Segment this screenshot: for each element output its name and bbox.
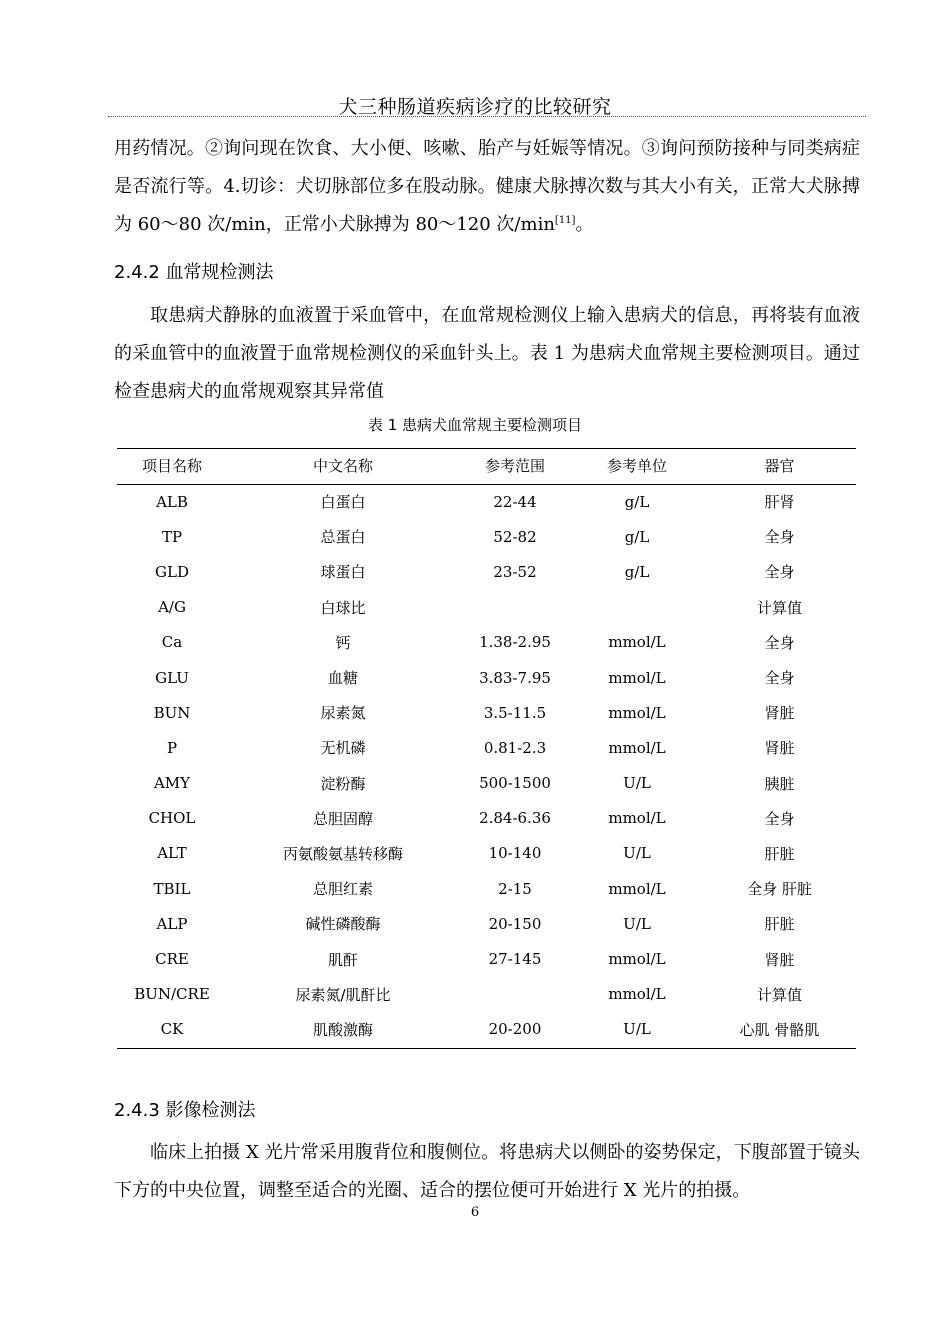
table-row	[117, 941, 856, 976]
cell-chinese-name: 碱性磷酸酶	[305, 915, 381, 934]
imaging-paragraph: 临床上拍摄 X 光片常采用腹背位和腹侧位。将患病犬以侧卧的姿势保定，下腹部置于镜头下方的中央位置，调整至适合的光圈、适合的摆位便可开始进行 X 光片的拍摄。	[114, 1142, 860, 1201]
cell-item-code: Ca	[161, 633, 183, 652]
intro-text-end: 。	[575, 214, 594, 235]
cell-reference-range: 52-82	[493, 527, 537, 546]
cell-chinese-name: 总蛋白	[320, 528, 366, 547]
cell-item-code: ALP	[156, 914, 188, 933]
header-divider	[108, 116, 866, 117]
table-row	[117, 590, 856, 625]
cell-organ: 全身	[764, 528, 795, 547]
cell-item-code: A/G	[158, 598, 186, 617]
cell-unit: mmol/L	[608, 633, 666, 652]
cell-reference-range: 2-15	[498, 879, 532, 898]
citation-marker: [11]	[554, 215, 576, 226]
table-row	[117, 836, 856, 871]
cell-unit: U/L	[623, 774, 651, 793]
cell-unit: mmol/L	[608, 703, 666, 722]
cell-unit	[571, 590, 703, 625]
cell-item-code: CRE	[155, 950, 189, 969]
cell-reference-range	[459, 977, 571, 1012]
table-row	[117, 906, 856, 941]
cell-reference-range: 22-44	[493, 492, 537, 511]
cell-item-code: AMY	[153, 774, 191, 793]
table-row	[117, 766, 856, 801]
cell-chinese-name: 白球比	[320, 598, 366, 617]
table-row	[117, 519, 856, 554]
table-row	[117, 801, 856, 836]
cell-unit: mmol/L	[608, 668, 666, 687]
cell-chinese-name: 肌酐	[327, 950, 358, 969]
section-heading-2-4-3: 2.4.3 影像检测法	[114, 1100, 256, 1121]
table-bottom-rule	[117, 1048, 856, 1049]
cell-reference-range	[459, 590, 571, 625]
cell-unit: U/L	[623, 844, 651, 863]
cell-organ: 肾脏	[764, 950, 795, 969]
cell-item-code: TBIL	[153, 879, 191, 898]
cell-reference-range: 20-200	[488, 1020, 542, 1039]
cell-unit: mmol/L	[608, 879, 666, 898]
cell-item-code: CHOL	[148, 809, 196, 828]
cell-item-code: P	[166, 738, 178, 757]
cell-unit: g/L	[624, 562, 650, 581]
intro-text: 用药情况。②询问现在饮食、大小便、咳嗽、胎产与妊娠等情况。③询问预防接种与同类病症是否流行等。4.切诊：犬切脉部位多在股动脉。健康犬脉搏次数与其大小有关，正常大犬脉搏为 60～80 次/min，正常小犬脉搏为 80～120 次/min	[114, 138, 860, 235]
cell-unit: g/L	[624, 527, 650, 546]
cell-chinese-name: 血糖	[327, 669, 358, 688]
cell-item-code: BUN	[153, 703, 191, 722]
cell-item-code: TP	[161, 527, 183, 546]
cell-organ: 肾脏	[764, 739, 795, 758]
running-header-title: 犬三种肠道疾病诊疗的比较研究	[338, 96, 612, 118]
cell-organ: 全身	[764, 669, 795, 688]
cell-item-code: BUN/CRE	[134, 985, 210, 1004]
table-row	[117, 554, 856, 589]
column-header-item-name: 项目名称	[141, 456, 202, 475]
table-row	[117, 730, 856, 765]
cell-organ: 全身	[764, 809, 795, 828]
cell-item-code: GLD	[155, 562, 189, 581]
cell-organ: 全身	[764, 633, 795, 652]
cell-reference-range: 10-140	[488, 844, 542, 863]
cell-item-code: CK	[160, 1020, 184, 1039]
cell-reference-range: 1.38-2.95	[479, 633, 551, 652]
cell-organ: 肝肾	[764, 493, 795, 512]
column-header-reference-range: 参考范围	[484, 456, 545, 475]
table-row	[117, 1012, 856, 1047]
cell-chinese-name: 总胆固醇	[312, 809, 373, 828]
cell-chinese-name: 无机磷	[320, 739, 366, 758]
cell-organ: 计算值	[756, 598, 802, 617]
cell-reference-range: 20-150	[488, 914, 542, 933]
table-header-row	[117, 446, 856, 484]
cell-reference-range: 0.81-2.3	[483, 738, 547, 757]
intro-paragraph	[114, 130, 860, 244]
blood-test-paragraph: 取患病犬静脉的血液置于采血管中，在血常规检测仪上输入患病犬的信息，再将装有血液的采血管中的血液置于血常规检测仪的采血针头上。表 1 为患病犬血常规主要检测项目。通过检查患病犬的血常规观察其异常值	[114, 305, 860, 402]
table-caption: 表 1 患病犬血常规主要检测项目	[367, 416, 583, 434]
cell-unit: U/L	[623, 1020, 651, 1039]
cell-chinese-name: 球蛋白	[320, 563, 366, 582]
cell-item-code: ALB	[156, 492, 188, 511]
cell-item-code: GLU	[155, 668, 189, 687]
cell-reference-range: 27-145	[488, 950, 542, 969]
cell-reference-range: 23-52	[493, 562, 537, 581]
cell-reference-range: 3.5-11.5	[483, 703, 547, 722]
column-header-chinese-name: 中文名称	[312, 456, 373, 475]
table-row	[117, 484, 856, 519]
cell-chinese-name: 尿素氮	[320, 704, 366, 723]
cell-organ: 肾脏	[764, 704, 795, 723]
table-row	[117, 660, 856, 695]
cell-reference-range: 2.84-6.36	[479, 809, 551, 828]
cell-organ: 肝脏	[764, 915, 795, 934]
table-body	[117, 484, 856, 1047]
cell-unit: mmol/L	[608, 738, 666, 757]
cell-organ: 胰脏	[764, 774, 795, 793]
cell-chinese-name: 白蛋白	[320, 493, 366, 512]
cell-organ: 全身	[764, 563, 795, 582]
cell-unit: mmol/L	[608, 950, 666, 969]
cell-unit: U/L	[623, 914, 651, 933]
cell-item-code: ALT	[157, 844, 187, 863]
cell-chinese-name: 钙	[335, 633, 351, 652]
cell-organ: 全身 肝脏	[747, 880, 812, 899]
column-header-organ: 器官	[764, 456, 795, 475]
table-row	[117, 695, 856, 730]
cell-organ: 心肌 骨骼肌	[739, 1020, 820, 1039]
cell-organ: 计算值	[756, 985, 802, 1004]
cell-organ: 肝脏	[764, 844, 795, 863]
cell-reference-range: 500-1500	[479, 774, 551, 793]
cell-unit: mmol/L	[608, 809, 666, 828]
cell-unit: g/L	[624, 492, 650, 511]
cell-chinese-name: 肌酸激酶	[312, 1020, 373, 1039]
page-number: 6	[470, 1205, 480, 1220]
cell-chinese-name: 总胆红素	[312, 880, 373, 899]
column-header-unit: 参考单位	[606, 456, 667, 475]
blood-test-table	[117, 446, 856, 1047]
section-heading-2-4-2: 2.4.2 血常规检测法	[114, 262, 274, 283]
table-row	[117, 977, 856, 1012]
cell-unit: mmol/L	[608, 985, 666, 1004]
cell-chinese-name: 丙氨酸氨基转移酶	[282, 844, 403, 863]
table-row	[117, 871, 856, 906]
table-row	[117, 625, 856, 660]
cell-chinese-name: 淀粉酶	[320, 774, 366, 793]
cell-reference-range: 3.83-7.95	[479, 668, 551, 687]
cell-chinese-name: 尿素氮/肌酐比	[295, 985, 391, 1004]
